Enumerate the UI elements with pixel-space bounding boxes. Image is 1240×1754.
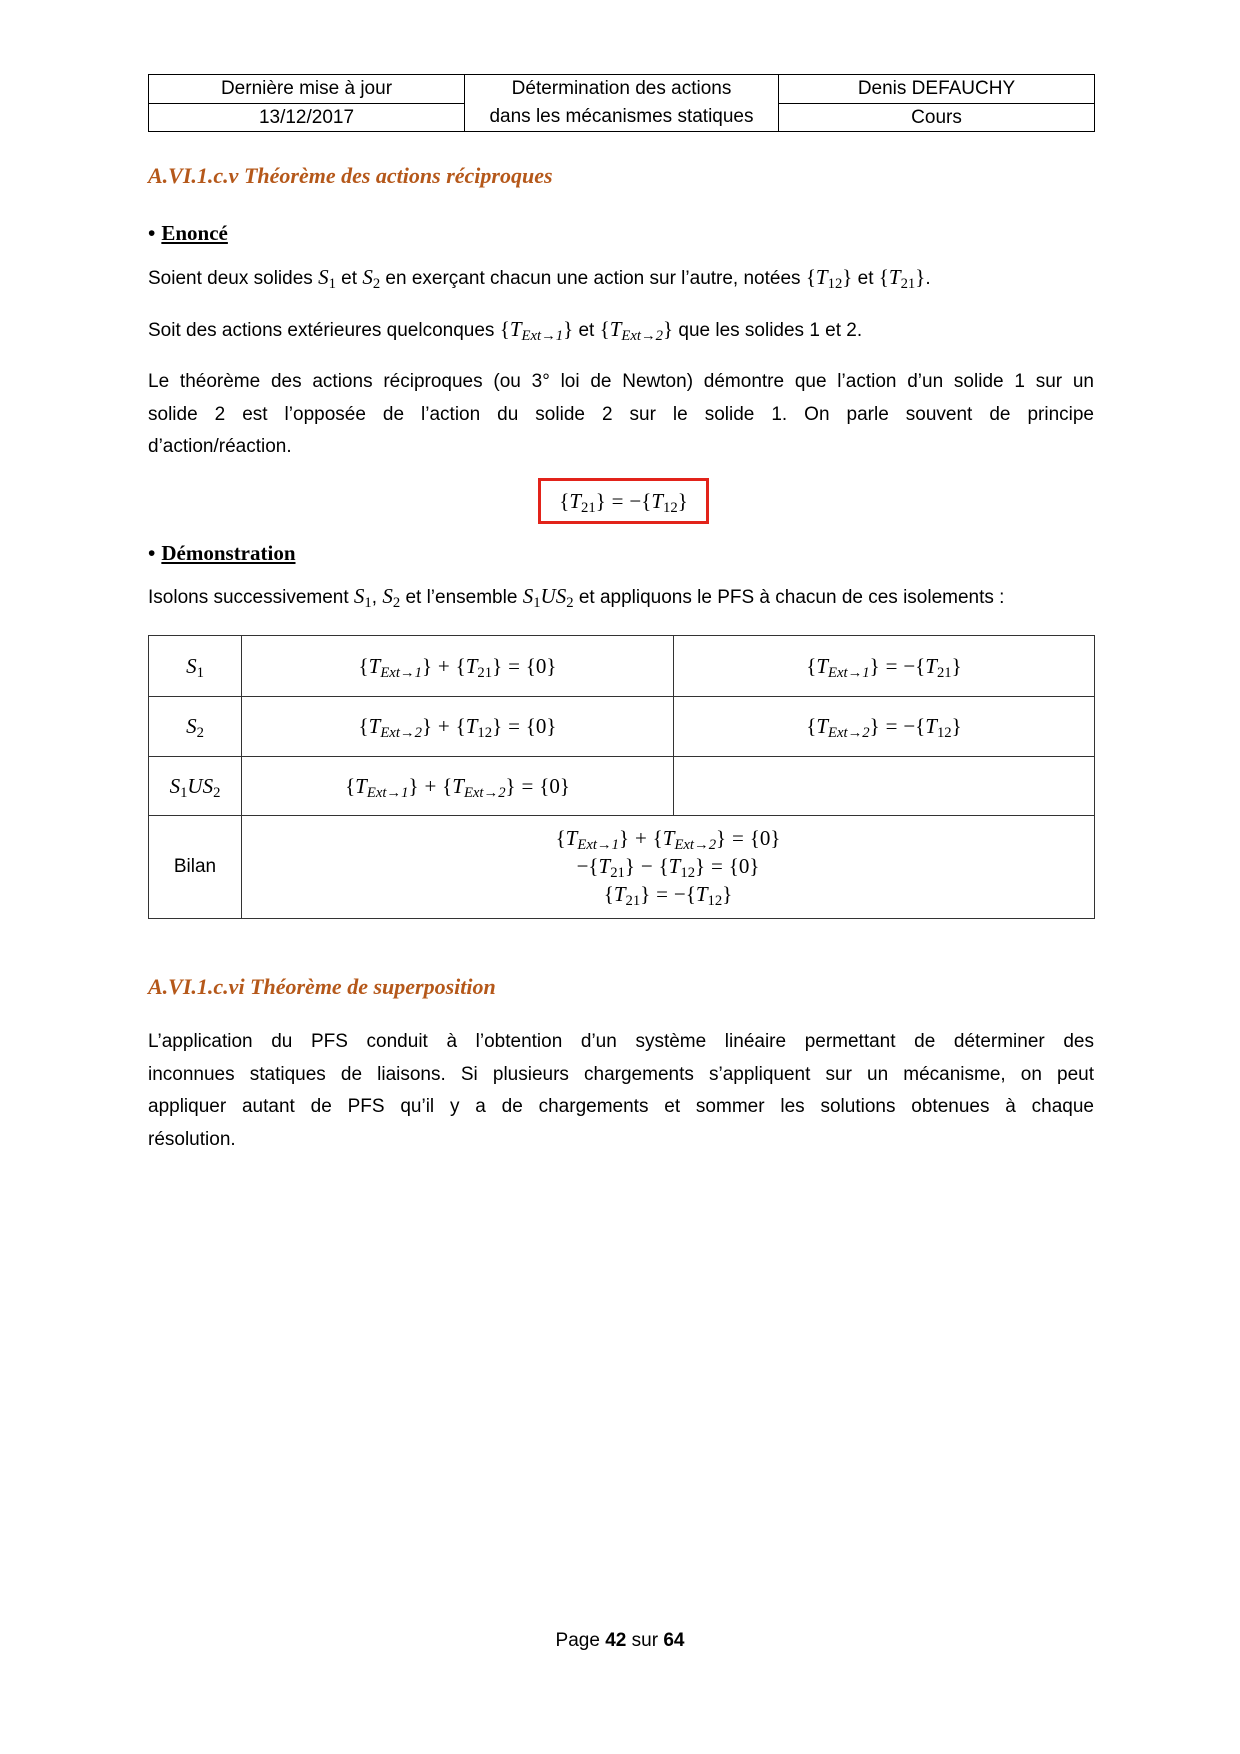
math-symbol: }	[722, 882, 733, 906]
math-subscript: Ext→1	[521, 328, 564, 345]
math-subscript: 1	[180, 784, 188, 801]
row-equation	[242, 757, 674, 816]
row-label	[149, 636, 242, 697]
math-symbol: {	[603, 882, 614, 906]
math-subscript: Ext→2	[828, 725, 870, 742]
paragraph-line: Le théorème des actions réciproques (ou 3° loi de Newton) démontre que l’action d’un solide 1 sur un	[148, 371, 1094, 392]
math-subscript: 2	[566, 595, 574, 612]
math-symbol: {	[455, 653, 466, 678]
math-variable: T21	[925, 653, 952, 681]
enonce-line-solids: Soient deux solides S1 et S2 en exerçant chacun une action sur l’autre, notées {T12} et {T21}.	[148, 265, 931, 293]
row-equation	[242, 636, 674, 697]
bullet-heading-demonstration	[148, 539, 296, 568]
math-subscript: 21	[581, 499, 596, 516]
math-symbol: {0}	[728, 854, 760, 878]
paragraph-line: inconnues statiques de liaisons. Si plusieurs chargements s’appliquent sur un mécanisme, on peut	[148, 1063, 1094, 1085]
math-variable: TExt→2	[816, 714, 870, 742]
math-subscript: Ext→2	[674, 837, 717, 854]
math-operator: +	[437, 714, 450, 738]
math-subscript: 1	[364, 595, 372, 612]
math-symbol: {	[345, 773, 356, 798]
math-symbol: {	[806, 714, 817, 738]
math-subscript: 2	[213, 784, 221, 801]
math-operator: +	[437, 653, 450, 678]
paragraph-line: appliquer autant de PFS qu’il y a de chargements et sommer les solutions obtenues à chaque	[148, 1096, 1094, 1117]
math-variable: S1	[353, 584, 372, 612]
math-operator: =	[508, 714, 520, 738]
math-subscript: 12	[477, 725, 493, 742]
math-symbol: {	[358, 714, 369, 738]
row-result	[674, 757, 1095, 816]
header-author: Denis DEFAUCHY	[779, 75, 1095, 104]
header-title-line1: Détermination des actions	[511, 78, 732, 99]
math-symbol: }	[663, 317, 674, 341]
math-symbol: {	[559, 488, 570, 513]
math-variable: TExt→1	[565, 826, 619, 854]
math-subscript: Ext→1	[366, 784, 409, 801]
paragraph-line: résolution.	[148, 1128, 236, 1150]
math-subscript: Ext→1	[577, 837, 619, 854]
math-symbol: {	[358, 653, 369, 678]
math-symbol: {0}	[525, 714, 557, 738]
math-symbol: {	[455, 714, 466, 738]
math-symbol: −{	[903, 653, 926, 678]
math-subscript: 21	[610, 865, 625, 882]
bullet-heading-title: Démonstration	[161, 541, 296, 565]
row-equation	[242, 697, 674, 757]
math-variable: T21	[888, 265, 916, 293]
bullet-icon: •	[148, 542, 156, 565]
math-subscript: 12	[680, 865, 696, 882]
enonce-line-external-actions: Soit des actions extérieures quelconques {TExt→1} et {TExt→2} que les solides 1 et 2.	[148, 317, 863, 345]
math-symbol: −{	[576, 854, 599, 878]
math-subscript: 12	[663, 499, 678, 516]
math-variable: US2	[187, 773, 221, 801]
header-table	[148, 74, 1095, 132]
math-symbol: }	[695, 854, 706, 878]
table-row	[149, 697, 1095, 757]
math-subscript: Ext→2	[621, 328, 663, 345]
math-subscript: 21	[477, 664, 493, 681]
math-variable: S1	[186, 653, 204, 681]
math-variable: T12	[651, 488, 678, 516]
math-symbol: }	[869, 653, 880, 678]
math-subscript: 2	[392, 595, 401, 612]
row-result	[674, 636, 1095, 697]
math-operator: =	[611, 488, 624, 513]
math-variable: S2	[382, 584, 401, 612]
math-symbol: {0}	[749, 826, 781, 850]
boxed-formula	[538, 478, 709, 524]
math-variable: S1	[318, 265, 336, 293]
math-symbol: }	[505, 773, 516, 798]
math-symbol: −{	[629, 488, 652, 513]
math-variable: T21	[598, 854, 625, 882]
bullet-icon: •	[148, 222, 156, 245]
math-subscript: Ext→2	[380, 725, 422, 742]
math-symbol: −{	[673, 882, 696, 906]
math-symbol: }	[421, 714, 433, 738]
header-title	[465, 75, 779, 132]
math-variable: T12	[815, 265, 843, 293]
math-variable: TExt→2	[452, 773, 506, 801]
math-operator: =	[508, 653, 520, 678]
math-operator: =	[521, 773, 534, 798]
math-symbol: }	[842, 265, 853, 289]
paragraph-line: d’action/réaction.	[148, 436, 292, 457]
demonstration-intro: Isolons successivement S1, S2 et l’ensemble S1US2 et appliquons le PFS à chacun de ces isolements :	[148, 584, 1005, 612]
math-variable: T12	[668, 854, 696, 882]
bilan-line	[242, 881, 1094, 909]
math-subscript: 1	[533, 595, 541, 612]
header-updated-date: 13/12/2017	[149, 103, 465, 132]
table-row	[149, 636, 1095, 697]
math-variable: S1	[169, 773, 188, 801]
math-operator: =	[711, 854, 723, 878]
math-variable: TExt→1	[355, 773, 409, 801]
enonce-paragraph	[148, 366, 1094, 464]
section-heading-superposition: A.VI.1.c.vi Théorème de superposition	[148, 974, 496, 999]
math-symbol: }	[951, 653, 962, 678]
math-variable: T12	[695, 882, 723, 910]
math-symbol: {	[806, 653, 817, 678]
math-operator: +	[634, 826, 647, 850]
math-variable: T21	[465, 653, 493, 681]
math-operator: +	[424, 773, 437, 798]
math-symbol: }	[640, 882, 651, 906]
math-subscript: 1	[328, 276, 336, 293]
math-subscript: 21	[936, 664, 952, 681]
math-operator: −	[640, 854, 653, 878]
math-symbol: }	[563, 317, 574, 341]
math-variable: TExt→1	[816, 653, 870, 681]
math-symbol: }	[677, 488, 688, 513]
section-heading-actions-reciproques: A.VI.1.c.v Théorème des actions réciproques	[148, 163, 553, 188]
paragraph-line: L’application du PFS conduit à l’obtention d’un système linéaire permettant de déterminer des	[148, 1031, 1094, 1052]
page-footer	[0, 1627, 1240, 1655]
math-variable: TExt→1	[368, 653, 422, 681]
math-symbol: }	[618, 826, 630, 850]
math-symbol: }	[624, 854, 635, 878]
math-variable: T12	[925, 714, 952, 742]
math-symbol: {	[599, 317, 610, 341]
math-variable: T21	[569, 488, 596, 516]
header-updated-label: Dernière mise à jour	[149, 75, 465, 104]
math-symbol: }	[915, 265, 926, 289]
table-row-bilan	[149, 816, 1095, 919]
superposition-paragraph	[148, 1026, 1094, 1156]
math-subscript: 21	[625, 893, 641, 910]
math-symbol: {	[652, 826, 663, 850]
math-subscript: 12	[827, 276, 843, 293]
paragraph-line: solide 2 est l’opposée de l’action du solide 2 sur le solide 1. On parle souvent de principe	[148, 403, 1094, 425]
math-variable: TExt→2	[662, 826, 717, 854]
footer-prefix: Page	[555, 1630, 600, 1651]
math-variable: TExt→2	[609, 317, 663, 345]
header-title-line2: dans les mécanismes statiques	[489, 106, 754, 127]
math-subscript: Ext→1	[380, 664, 422, 681]
math-subscript: 21	[900, 276, 916, 293]
math-symbol: {	[658, 854, 669, 878]
math-symbol: }	[408, 773, 419, 798]
row-result	[674, 697, 1095, 757]
math-variable: T21	[613, 882, 641, 910]
math-subscript: 2	[372, 276, 381, 293]
math-subscript: 12	[936, 725, 952, 742]
bilan-line	[242, 853, 1094, 881]
math-operator: =	[732, 826, 744, 850]
bullet-heading-enonce	[148, 219, 228, 248]
footer-separator: sur	[631, 1630, 659, 1651]
math-symbol: {	[878, 265, 889, 289]
row-label	[149, 757, 242, 816]
math-variable: TExt→2	[368, 714, 422, 742]
math-operator: =	[885, 653, 898, 678]
math-symbol: }	[595, 488, 606, 513]
math-symbol: }	[951, 714, 962, 738]
demonstration-table	[148, 635, 1095, 919]
math-symbol: −{	[903, 714, 926, 738]
bilan-line	[242, 825, 1094, 853]
math-subscript: 12	[707, 893, 723, 910]
math-variable: US2	[540, 584, 574, 612]
math-symbol: }	[492, 653, 503, 678]
math-variable: S2	[362, 265, 381, 293]
header-doc-type: Cours	[779, 103, 1095, 132]
bilan-label: Bilan	[149, 816, 242, 919]
math-symbol: {0}	[525, 653, 557, 678]
math-symbol: }	[492, 714, 503, 738]
bullet-heading-title: Enoncé	[161, 221, 228, 245]
math-symbol: }	[421, 653, 433, 678]
math-subscript: Ext→2	[463, 784, 506, 801]
row-label	[149, 697, 242, 757]
math-variable: S1	[522, 584, 541, 612]
math-variable: S2	[186, 714, 204, 742]
math-subscript: Ext→1	[828, 664, 870, 681]
math-operator: =	[656, 882, 668, 906]
math-variable: TExt→1	[509, 317, 564, 345]
math-symbol: {	[555, 826, 566, 850]
math-operator: =	[885, 714, 898, 738]
math-variable: T12	[465, 714, 493, 742]
math-symbol: }	[716, 826, 727, 850]
math-symbol: {	[805, 265, 816, 289]
math-subscript: 2	[196, 725, 204, 742]
math-symbol: {	[499, 317, 510, 341]
footer-total-pages: 64	[663, 1630, 685, 1651]
math-symbol: {	[442, 773, 453, 798]
math-subscript: 1	[196, 664, 204, 681]
math-symbol: }	[869, 714, 880, 738]
footer-current-page: 42	[605, 1630, 627, 1651]
bilan-equations	[242, 816, 1095, 919]
table-row	[149, 757, 1095, 816]
math-symbol: {0}	[539, 773, 570, 798]
